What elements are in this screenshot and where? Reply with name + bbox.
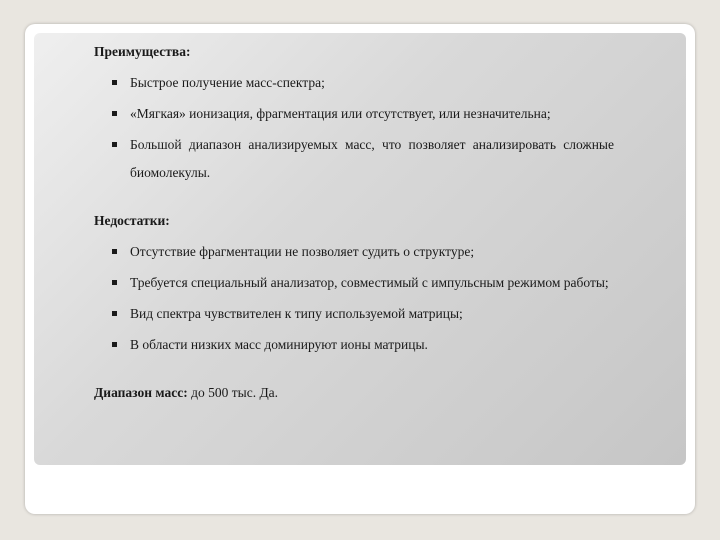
advantages-list — [94, 69, 614, 187]
advantages-heading: Преимущества: — [94, 44, 191, 59]
square-bullet-icon — [112, 111, 117, 116]
square-bullet-icon — [112, 311, 117, 316]
square-bullet-icon — [112, 280, 117, 285]
list-item-text: Отсутствие фрагментации не позволяет судить о структуре; — [130, 244, 475, 259]
content-panel — [34, 33, 686, 465]
slide-text — [94, 41, 614, 404]
mass-range-label: Диапазон масс: — [94, 385, 188, 400]
list-item-text: «Мягкая» ионизация, фрагментация или отсутствует, или незначительна; — [130, 106, 551, 121]
list-item — [94, 100, 614, 128]
mass-range-value: до 500 тыс. Да. — [187, 385, 279, 400]
mass-range — [94, 382, 614, 404]
list-item-text: Требуется специальный анализатор, совместимый с импульсным режимом работы; — [130, 275, 609, 290]
square-bullet-icon — [112, 249, 117, 254]
list-item — [94, 69, 614, 97]
list-item — [94, 131, 614, 187]
list-item-text: Быстрое получение масс-спектра; — [130, 75, 325, 90]
list-item-text: Вид спектра чувствителен к типу используемой матрицы; — [130, 306, 463, 321]
disadvantages-list — [94, 238, 614, 359]
list-item — [94, 269, 614, 297]
list-item-text: Большой диапазон анализируемых масс, что позволяет анализировать сложные биомолекулы. — [130, 137, 614, 180]
square-bullet-icon — [112, 80, 117, 85]
slide-frame — [25, 24, 695, 514]
list-item — [94, 238, 614, 266]
list-item-text: В области низких масс доминируют ионы матрицы. — [130, 337, 428, 352]
disadvantages-heading: Недостатки: — [94, 213, 170, 228]
list-item — [94, 331, 614, 359]
square-bullet-icon — [112, 142, 117, 147]
square-bullet-icon — [112, 342, 117, 347]
list-item — [94, 300, 614, 328]
